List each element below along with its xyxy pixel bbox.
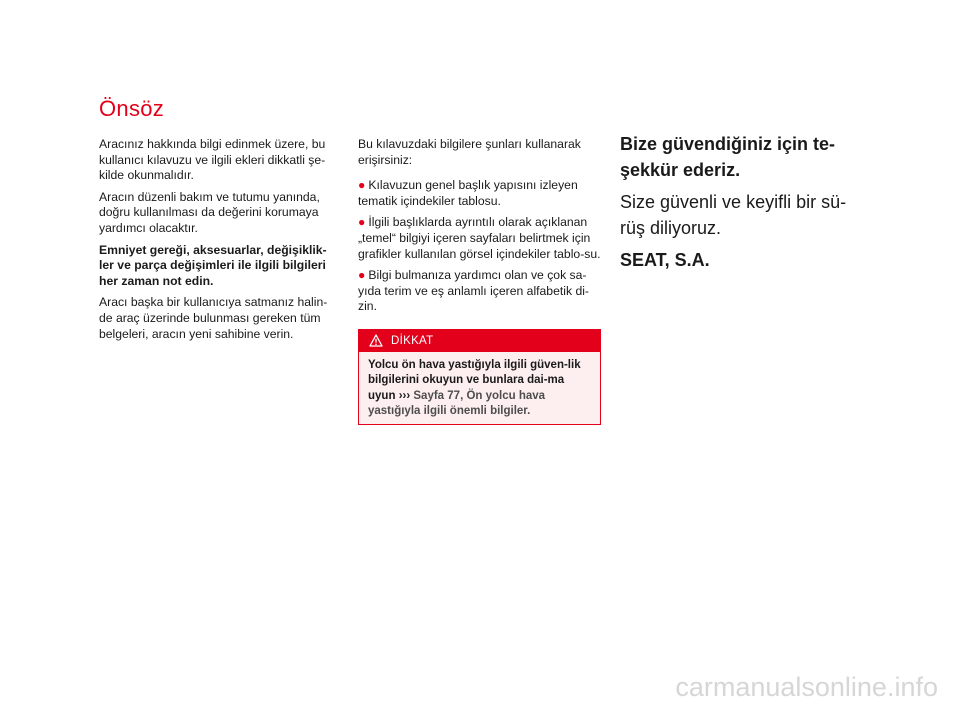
warning-header [359,330,600,352]
warning-body [359,352,600,424]
bullet-item [358,268,601,315]
warning-box [358,329,601,425]
intro-paragraph-4: Aracı başka bir kullanıcıya satmanız halin-de araç üzerinde bulunması gereken tüm belgeleri, aracın yeni sahibine verin. [99,295,328,341]
warning-text: Yolcu ön hava yastığıyla ilgili güven-lik bilgilerini okuyun ve bunlara dai-ma uyun [368,358,581,402]
reference-arrow-icon: ››› [398,389,411,402]
intro-paragraph-3: Emniyet gereği, aksesuarlar, değişiklik-ler ve parça değişimleri ile ilgili bilgileri her zaman not edin. [99,242,327,288]
page-heading: Önsöz [99,96,165,121]
bullet-icon: ● [358,268,366,283]
warning-title: DİKKAT [391,334,434,347]
bullet-text: Bilgi bulmanıza yardımcı olan ve çok sa-yıda terim ve eş anlamlı içeren alfabetik di-zin. [358,268,589,314]
bullet-item [358,178,601,209]
bullet-item [358,215,601,262]
access-intro: Bu kılavuzdaki bilgilere şunları kullanarak erişirsiniz: [358,137,581,167]
bullet-text: Kılavuzun genel başlık yapısını izleyen tematik içindekiler tablosu. [358,178,578,208]
watermark: carmanualsonline.info [675,672,938,702]
bullet-text: İlgili başlıklarda ayrıntılı olarak açıklanan „temel“ bilgiyi içeren sayfaları belirtmek için grafikler kullanılan görsel içindekiler tablo-su. [358,215,601,261]
warning-triangle-icon [369,334,383,347]
wish-text: Size güvenli ve keyifli bir sü-rüş diliyoruz. [620,192,847,238]
intro-paragraph-2: Aracın düzenli bakım ve tutumu yanında, doğru kullanılması da değerini korumaya yardımcı olacaktır. [99,189,320,235]
access-column [358,137,601,425]
page-reference-link[interactable]: Sayfa 77, Ön yolcu hava yastığıyla ilgili önemli bilgiler. [368,389,546,418]
signature: SEAT, S.A. [620,250,710,270]
intro-column [99,137,337,348]
thanks-column [620,131,865,279]
intro-paragraph-1: Aracınız hakkında bilgi edinmek üzere, bu kullanıcı kılavuzu ve ilgili ekleri dikkatli şe-kilde okunmalıdır. [99,137,326,183]
thanks-heading: Bize güvendiğiniz için te-şekkür ederiz. [620,134,836,180]
bullet-icon: ● [358,178,366,193]
bullet-icon: ● [358,215,366,230]
